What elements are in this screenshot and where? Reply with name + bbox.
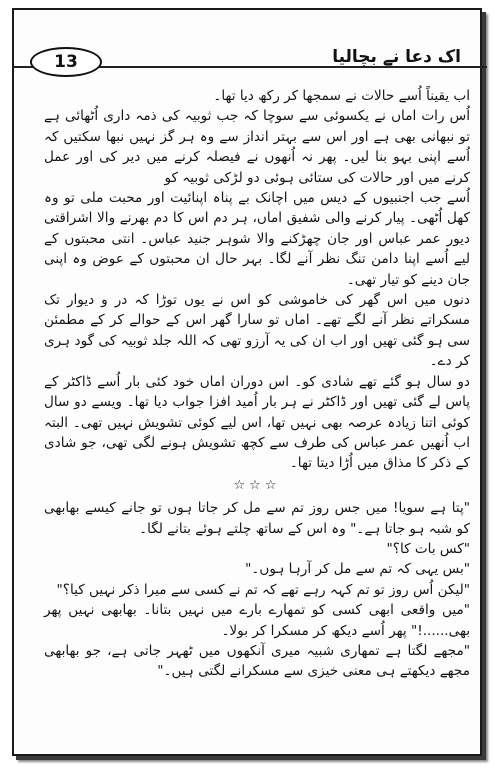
story-text	[44, 86, 470, 682]
dialogue-line: "میں واقعی ابھی کسی کو تمھارے بارے میں نہیں بتانا۔ بھابھی نہیں پھر بھی......!" پھر اُسے دیکھ کر مسکرا کر بولا۔	[44, 602, 470, 639]
dialogue-line: "پتا ہے سویا! میں جس روز تم سے مل کر جاتا ہوں تو جانے کیسے بھابھی کو شبہ ہو جاتا ہے۔" وہ اس کے ساتھ چلتے ہوئے بتانے لگا۔	[44, 500, 470, 537]
section-separator: ☆☆☆	[233, 477, 281, 493]
paragraph: دو سال ہو گئے تھے شادی کو۔ اس دوران اماں خود کئی بار اُسے ڈاکٹر کے پاس لے گئی تھیں اور ڈاکٹر نے ہر بار اُمید افزا جواب دیا تھا۔ ویسے دو سال کوئی اتنا زیادہ عرصہ بھی نہیں تھا، اس لیے کوئی تشویش نہیں تھی۔ البتہ اب اُنھیں عمر عباس کی طرف سے کچھ تشویش ہونے لگی تھی، جو شادی کے ذکر کا مذاق میں اُڑا دیتا تھا۔	[44, 373, 470, 472]
dialogue-line: "بس یہی کہ تم سے مل کر آرہا ہوں۔"	[245, 561, 470, 578]
dialogue-line: "لیکن اُس روز تو تم کہہ رہے تھے کہ تم نے کسی سے میرا ذکر نہیں کیا؟"	[56, 581, 470, 598]
running-title: اک دعا نے بچالیا	[332, 47, 461, 67]
dialogue-line: "کس بات کا؟"	[386, 540, 470, 557]
paragraph: اُس رات اماں نے یکسوئی سے سوچا کہ جب ثوبیہ کی ذمہ داری اُٹھائی ہے تو نبھانی بھی ہے اور اس سے بہتر انداز سے وہ ہر گز نہیں نبھا سکتیں کہ اُسے اپنی بہو بنا لیں۔ پھر نہ اُنھوں نے فیصلہ کرنے میں دیر کی اور عمل کرنے میں اور حالات کی ستائی ہوئی دو لڑکی ثوبیہ کو	[44, 108, 470, 186]
dialogue-line: "مجھے لگتا ہے تمھاری شبیہ میری آنکھوں میں ٹھہر جاتی ہے، جو بھابھی مجھے دیکھتے ہی معنی خیزی سے مسکرانے لگتی ہیں۔"	[44, 642, 470, 680]
paragraph: دنوں میں اس گھر کی خاموشی کو اس نے یوں توڑا کہ در و دیوار تک مسکراتے نظر آنے لگے تھے۔ اماں تو سارا گھر اس کے حوالے کر کے مطمئن سی ہو گئی تھیں اور اب ان کی یہ آرزو تھی کہ اللہ جلد ثوبیہ کی گود ہری کر دے۔	[44, 292, 470, 370]
page-number: 13	[30, 47, 102, 77]
paragraph: اُسے جب اجنبیوں کے دیس میں اچانک بے پناہ اپنائیت اور محبت ملی تو وہ کھل اُٹھی۔ پیار کرنے والی شفیق اماں، ہر دم اس کا دم بھرنے والا اشراقتی دیور عمر عباس اور جان چھڑکنے والا شوہر جنید عباس۔ انتی محبتوں کے لیے اُسے اپنا دامن تنگ نظر آنے لگا۔ بہر حال ان محبتوں کے عوض وہ اپنی جان دینے کو تیار تھی۔	[44, 190, 470, 288]
paragraph: اب یقیناً اُسے حالات نے سمجھا کر رکھ دیا تھا۔	[213, 88, 470, 104]
